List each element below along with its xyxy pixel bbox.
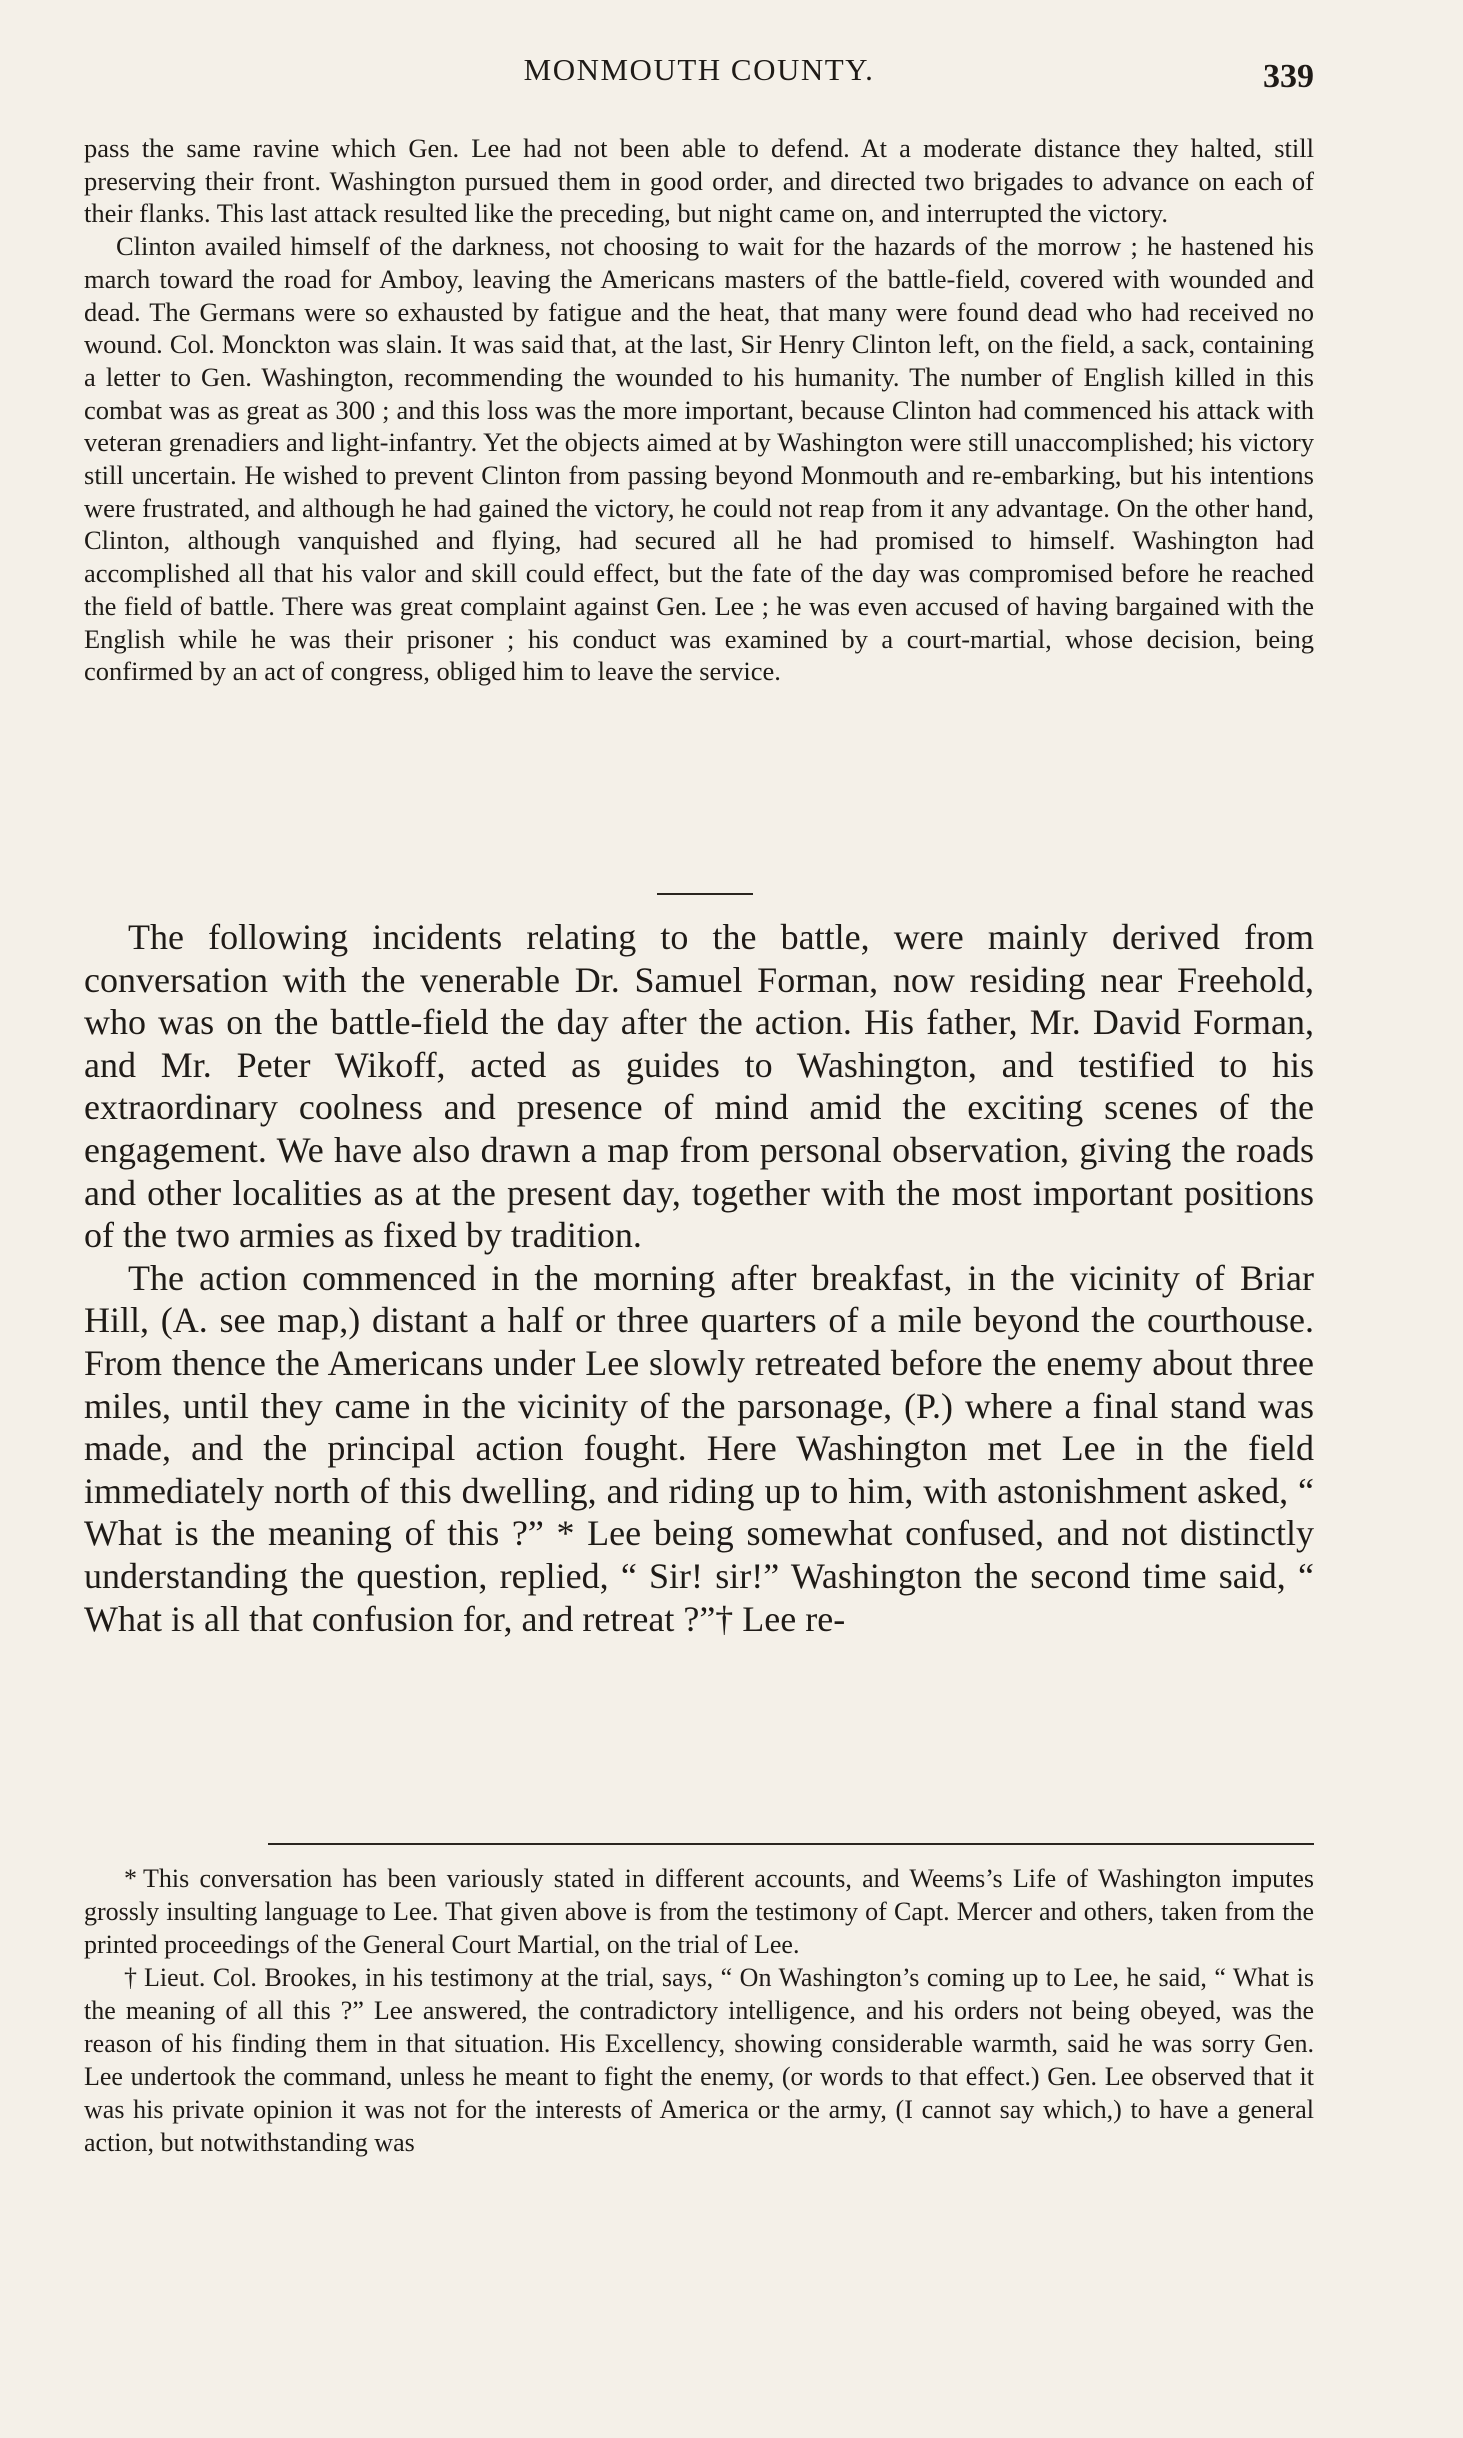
footnotes (84, 1862, 1314, 2159)
paragraph-incidents-source: The following incidents relating to the battle, were mainly derived from conversation with the venerable Dr. Samuel Forman, now residing near Freehold, who was on the battle-field the day after the action. His father, Mr. David Forman, and Mr. Peter Wikoff, acted as guides to Washington, and testified to his extraordinary coolness and presence of mind amid the exciting scenes of the engagement. We have also drawn a map from personal observation, giving the roads and other localities as at the present day, together with the most important positions of the two armies as fixed by tradition. (84, 917, 1314, 1256)
footnote-divider (268, 1843, 1314, 1845)
running-head-title: MONMOUTH COUNTY. (523, 52, 875, 87)
footnote-asterisk (84, 1862, 1314, 1961)
main-narrative (84, 916, 1314, 1640)
footnote-text: Lieut. Col. Brookes, in his testimony at the trial, says, “ On Washington’s coming up to Lee, he said, “ What is the meaning of all this ?” Lee answered, the contradictory intelligence, and his orders not being obeyed, was the reason of his finding them in that situation. His Excellency, showing considerable warmth, said he was sorry Gen. Lee undertook the command, unless he meant to fight the enemy, (or words to that effect.) Gen. Lee observed that it was his private opinion it was not for the interests of America or the army, (I cannot say which,) to have a general action, but notwithstanding was (84, 1963, 1314, 2157)
paragraph-battle-end: pass the same ravine which Gen. Lee had not been able to defend. At a moderate distance they halted, still preserving their front. Washington pursued them in good order, and directed two brigades to advance on each of their flanks. This last attack resulted like the preceding, but night came on, and interrupted the victory. (84, 133, 1314, 229)
preceding-narrative (84, 132, 1314, 688)
paragraph-clinton-retreat: Clinton availed himself of the darkness, not choosing to wait for the hazards of the morrow ; he hastened his march toward the road for Amboy, leaving the Americans masters of the battle-field, covered with wounded and dead. The Germans were so exhausted by fatigue and the heat, that many were found dead who had received no wound. Col. Monckton was slain. It was said that, at the last, Sir Henry Clinton left, on the field, a sack, containing a letter to Gen. Washington, recommending the wounded to his humanity. The number of English killed in this combat was as great as 300 ; and this loss was the more important, because Clinton had commenced his attack with veteran grenadiers and light-infantry. Yet the objects aimed at by Washington were still unaccomplished; his victory still uncertain. He wished to prevent Clinton from passing beyond Monmouth and re-embarking, but his intentions were frustrated, and although he had gained the victory, he could not reap from it any advantage. On the other hand, Clinton, although vanquished and flying, had secured all he had promised to himself. Washington had accomplished all that his valor and skill could effect, but the fate of the day was compromised before he reached the field of battle. There was great complaint against Gen. Lee ; he was even accused of having bargained with the English while he was their prisoner ; his conduct was examined by a court-martial, whose decision, being confirmed by an act of congress, obliged him to leave the service. (84, 231, 1314, 687)
footnote-dagger (84, 1961, 1314, 2159)
footnote-marker: * (124, 1864, 137, 1893)
paragraph-action-commenced: The action commenced in the morning after breakfast, in the vicinity of Briar Hill, (A. see map,) distant a half or three quarters of a mile beyond the courthouse. From thence the Americans under Lee slowly retreated before the enemy about three miles, until they came in the vicinity of the parsonage, (P.) where a final stand was made, and the principal action fought. Here Washington met Lee in the field immediately north of this dwelling, and riding up to him, with astonishment asked, “ What is the meaning of this ?” * Lee being somewhat confused, and not distinctly understanding the question, replied, “ Sir! sir!” Washington the second time said, “ What is all that confusion for, and retreat ?”† Lee re- (84, 1257, 1314, 1639)
section-divider (657, 893, 753, 895)
running-header (84, 52, 1314, 98)
footnote-marker: † (124, 1963, 138, 1992)
footnote-text: This conversation has been variously stated in different accounts, and Weems’s Life of Washington imputes grossly insulting language to Lee. That given above is from the testimony of Capt. Mercer and others, taken from the printed proceedings of the General Court Martial, on the trial of Lee. (84, 1864, 1314, 1959)
page-number: 339 (1263, 58, 1314, 95)
